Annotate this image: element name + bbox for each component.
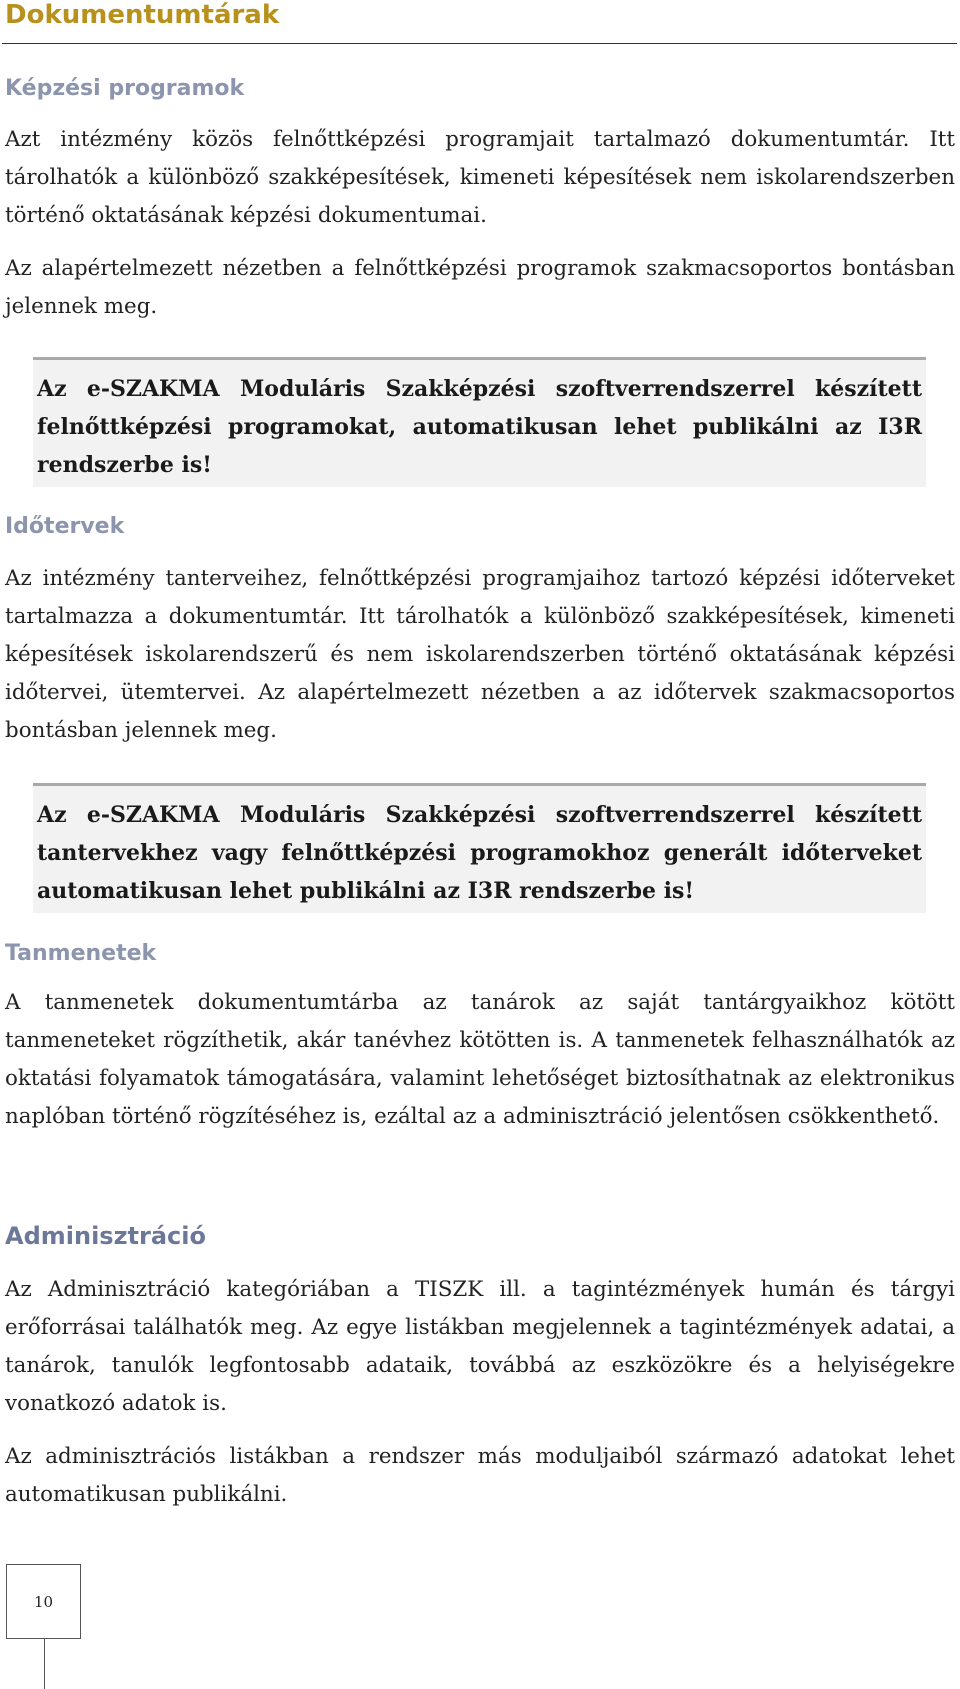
page-number-line [44,1639,45,1689]
section-heading-idotervek: Időtervek [5,514,125,539]
section-heading-kepzesi-programok: Képzési programok [5,76,245,101]
page-number: 10 [33,1592,54,1611]
paragraph-idotervek: Az intézmény tanterveihez, felnőttképzési programjaihoz tartozó képzési időterveket tartalmazza a dokumentumtár. Itt tárolhatók a különböző szakképesítések, kimeneti képesítések iskolarendszerű és nem iskolarendszerben történő oktatásának képzési időtervei, ütemtervei. Az alapértelmezett nézetben a az időtervek szakmacsoportos bontásban jelennek meg. [5,566,955,743]
section-heading-adminisztracio: Adminisztráció [5,1222,206,1250]
paragraph-kepzesi-intro: Azt intézmény közös felnőttképzési programjait tartalmazó dokumentumtár. Itt tárolhatók a különböző szakképesítések, kimeneti képesítések nem iskolarendszerben történő oktatásának képzési dokumentumai. [5,127,955,228]
callout-kepzesi-text: Az e-SZAKMA Moduláris Szakképzési szoftverrendszerrel készített felnőttképzési programokat, automatikusan lehet publikálni az I3R rendszerbe is! [37,376,922,478]
callout-idotervek-text: Az e-SZAKMA Moduláris Szakképzési szoftverrendszerrel készített tantervekhez vagy felnőttképzési programokhoz generált időterveket automatikusan lehet publikálni az I3R rendszerbe is! [37,802,922,904]
paragraph-tanmenetek: A tanmenetek dokumentumtárba az tanárok az saját tantárgyaikhoz kötött tanmeneteket rögzíthetik, akár tanévhez kötötten is. A tanmenetek felhasználhatók az oktatási folyamatok támogatására, valamint lehetőséget biztosíthatnak az elektronikus naplóban történő rögzítéséhez is, ezáltal az a adminisztráció jelentősen csökkenthető. [5,990,955,1129]
title-divider [2,43,957,44]
paragraph-adminisztracio-lists: Az adminisztrációs listákban a rendszer más moduljaiból származó adatokat lehet automatikusan publikálni. [5,1444,955,1507]
callout-kepzesi [33,357,926,487]
page-number-box [6,1564,81,1639]
paragraph-adminisztracio-intro: Az Adminisztráció kategóriában a TISZK ill. a tagintézmények humán és tárgyi erőforrásai találhatók meg. Az egye listákban megjelennek a tagintézmények adatai, a tanárok, tanulók legfontosabb adataik, továbbá az eszközökre és a helyiségekre vonatkozó adatok is. [5,1277,955,1416]
page-title: Dokumentumtárak [5,0,280,30]
callout-idotervek [33,783,926,913]
paragraph-kepzesi-view: Az alapértelmezett nézetben a felnőttképzési programok szakmacsoportos bontásban jelennek meg. [5,256,955,319]
section-heading-tanmenetek: Tanmenetek [5,941,157,966]
